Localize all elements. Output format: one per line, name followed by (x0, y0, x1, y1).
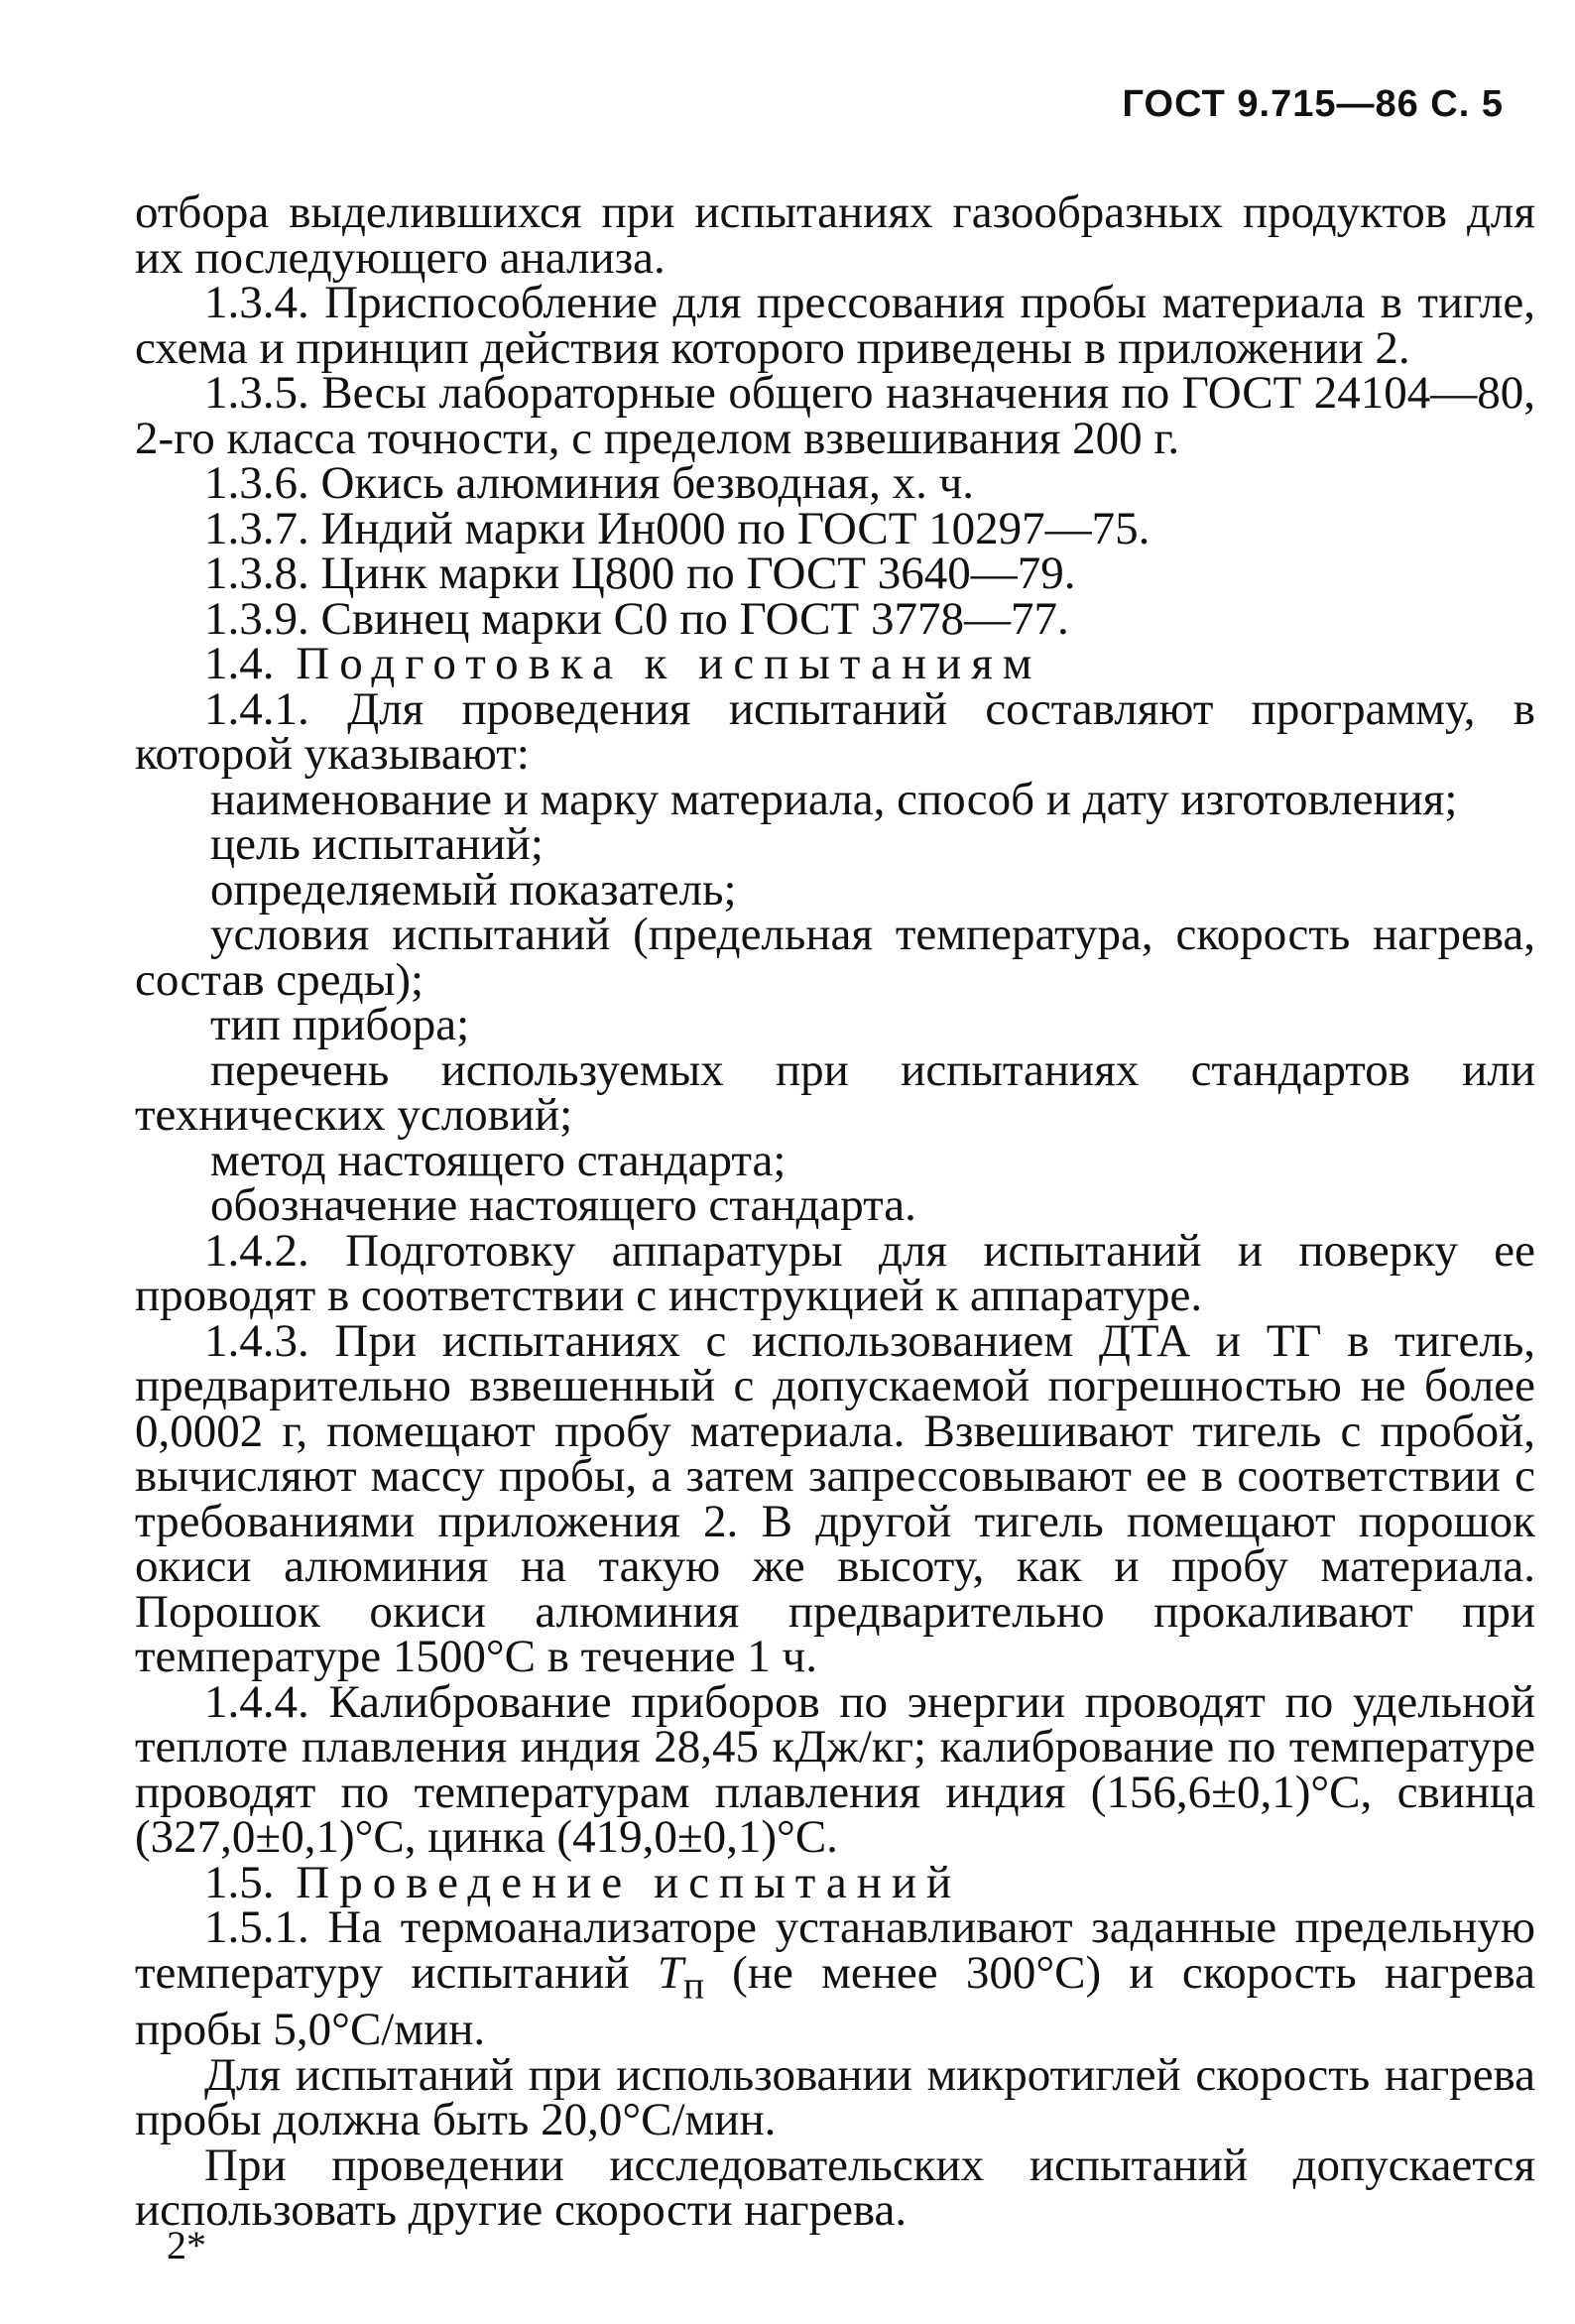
paragraph-1-3-9: 1.3.9. Свинец марки С0 по ГОСТ 3778—77. (204, 592, 1069, 645)
paragraph-continuation: отбора выделившихся при испытаниях газообразных продуктов для их последующего анализа. (135, 186, 1535, 284)
paragraph-1-3-8: 1.3.8. Цинк марки Ц800 по ГОСТ 3640—79. (204, 548, 1076, 599)
list-item: перечень используемых при испытаниях стандартов или технических условий; (135, 1043, 1535, 1141)
section-title: Подготовка к испытаниям (296, 638, 1042, 689)
paragraph-microcrucibles: Для испытаний при использовании микротиглей скорость нагрева пробы должна быть 20,0°С/мин. (135, 2048, 1535, 2146)
document-body (135, 186, 1535, 2237)
text-run: 1.5.1. На термоанализаторе устанавливают заданные предельную температуру испытаний (135, 1901, 1535, 1999)
paragraph-1-4-2: 1.4.2. Подготовку аппаратуры для испытаний и поверку ее проводят в соответствии с инструкцией к аппаратуре. (135, 1224, 1535, 1321)
paragraph-1-4-1: 1.4.1. Для проведения испытаний составляют программу, в которой указывают: (135, 682, 1535, 780)
page-header: ГОСТ 9.715—86 С. 5 (1122, 83, 1504, 125)
section-heading-1-5 (135, 1856, 1535, 1908)
section-title: Проведение испытаний (296, 1856, 962, 1908)
section-number: 1.4. (204, 638, 275, 689)
temperature-symbol: T (657, 1946, 683, 1999)
section-number: 1.5. (204, 1856, 275, 1908)
section-heading-1-4 (135, 638, 1535, 689)
list-item: тип прибора; (210, 999, 470, 1050)
list-item: наименование и марку материала, способ и дату изготовления; (210, 773, 1458, 825)
signature-mark: 2* (167, 2223, 206, 2267)
paragraph-1-3-6: 1.3.6. Окись алюминия безводная, х. ч. (204, 457, 975, 509)
paragraph-1-5-1 (135, 1901, 1535, 2056)
list-item: метод настоящего стандарта; (210, 1134, 787, 1186)
paragraph-1-3-4: 1.3.4. Приспособление для прессования пробы материала в тигле, схема и принцип действия которого приведены в приложении 2. (135, 277, 1535, 374)
list-item: цель испытаний; (210, 818, 544, 870)
paragraph-1-3-5: 1.3.5. Весы лабораторные общего назначения по ГОСТ 24104—80, 2-го класса точности, с пределом взвешивания 200 г. (135, 367, 1535, 464)
paragraph-1-4-4: 1.4.4. Калибрование приборов по энергии проводят по удельной теплоте плавления индия 28,45 кДж/кг; калибрование по температуре проводят по температурам плавления индия (156,6±0,1)°С, свинца (327,0±0,1)°С, цинка (419,0±0,1)°С. (135, 1675, 1535, 1863)
paragraph-1-3-7: 1.3.7. Индий марки Ин000 по ГОСТ 10297—75. (204, 502, 1151, 554)
text-run: (не менее 300°С) и скорость нагрева пробы 5,0°С/мин. (135, 1946, 1535, 2056)
list-item: условия испытаний (предельная температура, скорость нагрева, состав среды); (135, 909, 1535, 1006)
temperature-subscript: п (682, 1963, 704, 2007)
paragraph-research-tests: При проведении исследовательских испытаний допускается использовать другие скорости нагрева. (135, 2139, 1535, 2237)
list-item: обозначение настоящего стандарта. (210, 1179, 916, 1231)
paragraph-1-4-3: 1.4.3. При испытаниях с использованием ДТА и ТГ в тигель, предварительно взвешенный с допускаемой погрешностью не более 0,0002 г, помещают пробу материала. Взвешивают тигель с пробой, вычисляют массу пробы, а затем запрессовывают ее в соответствии с требованиями приложения 2. В другой тигель помещают порошок окиси алюминия на такую же высоту, как и пробу материала. Порошок окиси алюминия предварительно прокаливают при температуре 1500°С в течение 1 ч. (135, 1314, 1535, 1682)
list-item: определяемый показатель; (210, 863, 737, 916)
